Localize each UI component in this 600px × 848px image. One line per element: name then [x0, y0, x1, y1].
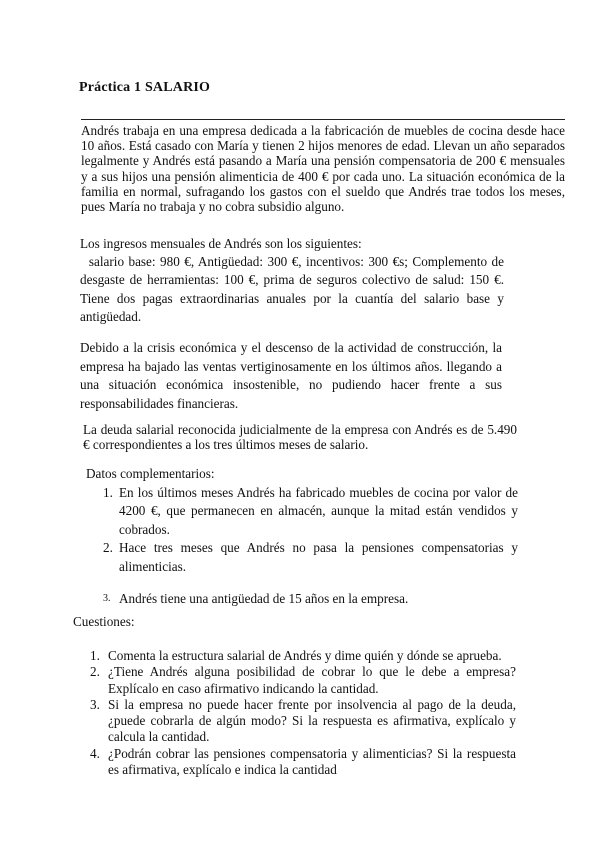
- datos-list: [98, 484, 518, 608]
- list-item: [90, 664, 516, 697]
- list-item-text: ¿Tiene Andrés alguna posibilidad de cobrar lo que le debe a empresa? Explícalo en caso afirmativo indicando la cantidad.: [108, 664, 516, 696]
- list-item-text: En los últimos meses Andrés ha fabricado muebles de cocina por valor de 4200 €, que permanecen en almacén, aunque la mitad están vendidos y cobrados.: [119, 485, 518, 537]
- list-item: [90, 648, 516, 664]
- crisis-paragraph: Debido a la crisis económica y el descenso de la actividad de construcción, la empresa ha bajado las ventas vertiginosamente en los últimos años. llegando a una situación económica insostenible, no pudiendo hacer frente a sus responsabilidades financieras.: [80, 340, 502, 411]
- list-item: [90, 697, 516, 746]
- list-item-number: 1.: [103, 485, 113, 500]
- cuestiones-list: [90, 648, 516, 778]
- deuda-paragraph: La deuda salarial reconocida judicialmente de la empresa con Andrés es de 5.490 € correspondientes a los tres últimos meses de salario.: [83, 422, 517, 452]
- ingresos-text: salario base: 980 €, Antigüedad: 300 €, incentivos: 300 €s; Complemento de desgaste de herramientas: 100 €, prima de seguros colectivo de salud: 150 €. Tiene dos pagas extraordinarias anuales por la cuantía del salario base y antigüedad.: [80, 254, 505, 324]
- ingresos-paragraph: [80, 254, 504, 324]
- list-item: [90, 746, 516, 779]
- cuestiones-heading: Cuestiones:: [73, 614, 135, 629]
- list-item-text: Comenta la estructura salarial de Andrés y dime quién y dónde se aprueba.: [108, 648, 502, 663]
- list-item-text: ¿Podrán cobrar las pensiones compensatoria y alimenticias? Si la respuesta es afirmativa, explícalo e indica la cantidad: [108, 745, 516, 778]
- list-item-number: 2.: [103, 540, 113, 556]
- list-item-number: 1.: [90, 648, 100, 663]
- page-title: Práctica 1 SALARIO: [79, 80, 211, 95]
- datos-heading: Datos complementarios:: [86, 466, 215, 481]
- list-item: [98, 590, 518, 608]
- ingresos-section: [80, 235, 504, 326]
- ingresos-heading: Los ingresos mensuales de Andrés son los siguientes:: [80, 236, 362, 251]
- list-item: [98, 484, 518, 539]
- list-item: [98, 539, 518, 576]
- list-item-text: Si la empresa no puede hacer frente por insolvencia al pago de la deuda, ¿puede cobrarla de algún modo? Si la respuesta es afirmativa, explícalo y calcula la cantidad.: [108, 696, 516, 745]
- list-item-number: 2.: [90, 664, 100, 680]
- intro-paragraph: Andrés trabaja en una empresa dedicada a la fabricación de muebles de cocina desde hace 10 años. Está casado con María y tienen 2 hijos menores de edad. Llevan un año separados legalmente y Andrés está pasando a María una pensión compensatoria de 200 € mensuales y a sus hijos una pensión alimenticia de 400 € por cada uno. La situación económica de la familia en normal, sufragando los gastos con el sueldo que Andrés trae todos los meses, pues María no trabaja y no cobra subsidio alguno.: [81, 123, 565, 215]
- list-item-number: 4.: [90, 745, 100, 761]
- list-item-number: 3.: [103, 593, 111, 605]
- title-divider: [81, 119, 565, 120]
- list-item-number: 3.: [90, 696, 100, 712]
- list-item-text: Andrés tiene una antigüedad de 15 años en la empresa.: [119, 591, 409, 607]
- list-item-text: Hace tres meses que Andrés no pasa la pensiones compensatorias y alimenticias.: [119, 540, 518, 574]
